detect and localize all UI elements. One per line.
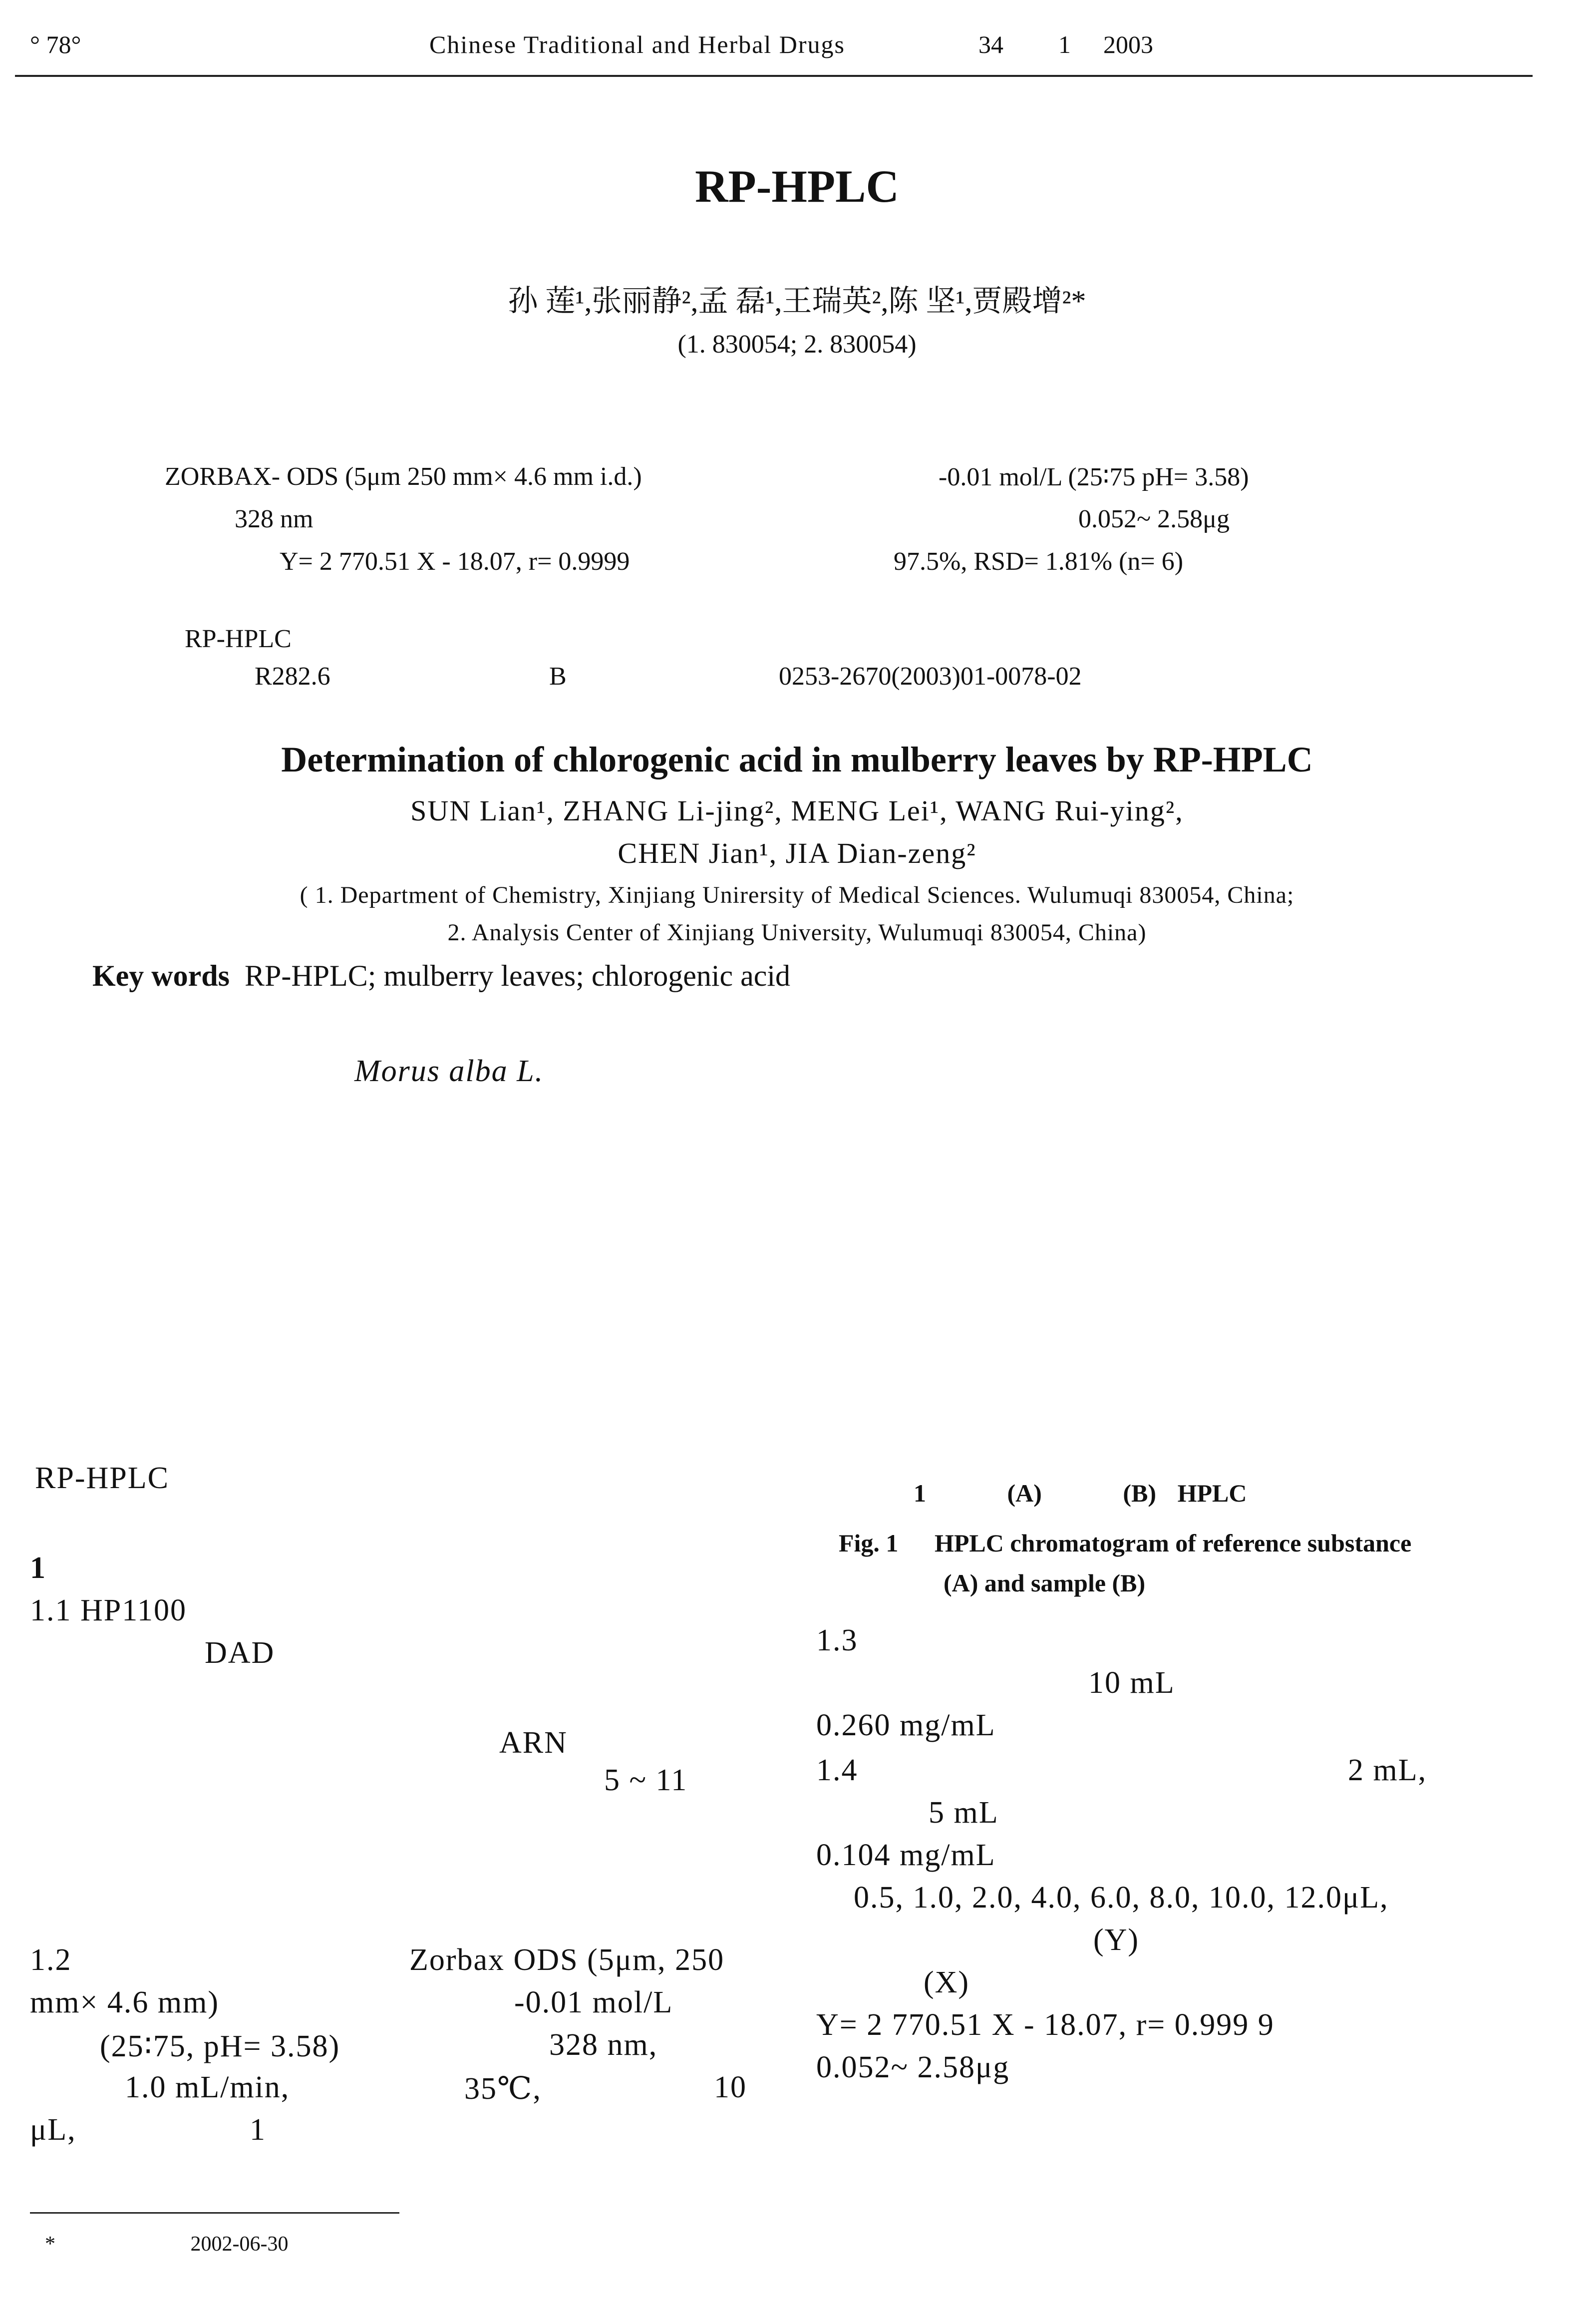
affiliation-cn: (1. 830054; 2. 830054) <box>677 330 917 359</box>
rp-hplc-label: RP-HPLC <box>35 1461 169 1495</box>
instrument-heading: 1.1 HP1100 <box>30 1593 187 1627</box>
abstract-range: 0.052~ 2.58μg <box>1078 505 1230 533</box>
flow-rate: 1.0 mL/min, <box>125 2070 290 2104</box>
received-date-footnote: * 2002-06-30 <box>45 2233 289 2256</box>
temperature-range: 5 ~ 11 <box>604 1763 688 1797</box>
reference-concentration: 0.260 mg/mL <box>816 1708 996 1742</box>
figure-reference: 1 <box>250 2113 266 2147</box>
species-name: Morus alba L. <box>354 1054 544 1088</box>
authors-cn: 孙 莲¹,张丽静²,孟 磊¹,王瑞英²,陈 坚¹,贾殿增²* <box>508 285 1086 318</box>
injection-series: 0.5, 1.0, 2.0, 4.0, 6.0, 8.0, 10.0, 12.0μL, <box>854 1881 1389 1915</box>
injection-volume: 10 <box>714 2070 747 2104</box>
section-1-4: 1.4 <box>816 1753 858 1787</box>
abstract-mobile-phase: -0.01 mol/L (25∶75 pH= 3.58) <box>939 463 1249 491</box>
x-axis-var: (X) <box>924 1965 970 1999</box>
abstract-wavelength: 328 nm <box>235 505 314 533</box>
section-1-3: 1.3 <box>816 1623 858 1657</box>
column-dimension: mm× 4.6 mm) <box>30 1985 220 2019</box>
section-heading-1: 1 <box>30 1551 46 1585</box>
journal-year: 2003 <box>1103 30 1153 58</box>
header-rule <box>15 75 1533 77</box>
journal-volume: 34 <box>978 30 1003 58</box>
volume-5ml: 5 mL <box>929 1796 999 1830</box>
abstract-regression: Y= 2 770.51 X - 18.07, r= 0.9999 <box>280 547 630 576</box>
detection-wavelength: 328 nm, <box>549 2028 658 2062</box>
figure-label: Fig. 1 <box>839 1529 899 1557</box>
keywords-text: RP-HPLC; mulberry leaves; chlorogenic acid <box>244 959 791 992</box>
regression-equation: Y= 2 770.51 X - 18.07, r= 0.999 9 <box>816 2008 1275 2042</box>
mobile-phase-ratio: (25∶75, pH= 3.58) <box>100 2029 340 2063</box>
mobile-phase-conc: -0.01 mol/L <box>514 1985 673 2019</box>
clc-number: R282.6 <box>255 662 330 691</box>
english-affiliation-line1: ( 1. Department of Chemistry, Xinjiang Unirersity of Medical Sciences. Wulumuqi 830054, China; <box>300 882 1294 908</box>
page-title: RP-HPLC <box>695 161 899 212</box>
english-authors-line1: SUN Lian¹, ZHANG Li-jing², MENG Lei¹, WANG Rui-ying², <box>410 794 1184 827</box>
instrument-2: ARN <box>499 1726 568 1760</box>
figure-caption-text: HPLC chromatogram of reference substance <box>934 1529 1412 1557</box>
english-title: Determination of chlorogenic acid in mulberry leaves by RP-HPLC <box>281 740 1313 779</box>
article-id: 0253-2670(2003)01-0078-02 <box>779 662 1082 691</box>
column-spec: Zorbax ODS (5μm, 250 <box>409 1943 725 1977</box>
volume-2ml: 2 mL, <box>1348 1753 1427 1787</box>
y-axis-var: (Y) <box>1093 1923 1140 1957</box>
column-temperature: 35℃, <box>464 2072 542 2106</box>
journal-name: Chinese Traditional and Herbal Drugs <box>429 30 846 58</box>
journal-issue: 1 <box>1058 30 1071 58</box>
linear-range: 0.052~ 2.58μg <box>816 2050 1010 2084</box>
chromatogram-figure <box>799 1054 1533 1428</box>
keywords-cn: RP-HPLC <box>185 625 292 653</box>
volume-10ml: 10 mL <box>1088 1666 1175 1700</box>
page-number: ° 78° <box>30 30 81 58</box>
detector-label: DAD <box>205 1636 275 1670</box>
figure-caption-en <box>839 1521 1411 1565</box>
english-affiliation-line2: 2. Analysis Center of Xinjiang University, Wulumuqi 830054, China) <box>447 919 1147 946</box>
figure-caption-cn: 1 (A) (B) HPLC <box>914 1479 1247 1507</box>
abstract-recovery: 97.5%, RSD= 1.81% (n= 6) <box>894 547 1184 576</box>
figure-caption-en-2: (A) and sample (B) <box>944 1569 1146 1597</box>
english-keywords <box>92 959 790 993</box>
abstract-column: ZORBAX- ODS (5μm 250 mm× 4.6 mm i.d.) <box>165 462 642 491</box>
document-code: B <box>549 662 567 691</box>
keywords-label: Key words <box>92 959 230 992</box>
footnote-rule <box>30 2212 399 2214</box>
hplc-conditions-heading: 1.2 <box>30 1943 72 1977</box>
sample-concentration: 0.104 mg/mL <box>816 1838 996 1872</box>
english-authors-line2: CHEN Jian¹, JIA Dian-zeng² <box>618 837 976 869</box>
injection-unit: μL, <box>30 2113 76 2147</box>
